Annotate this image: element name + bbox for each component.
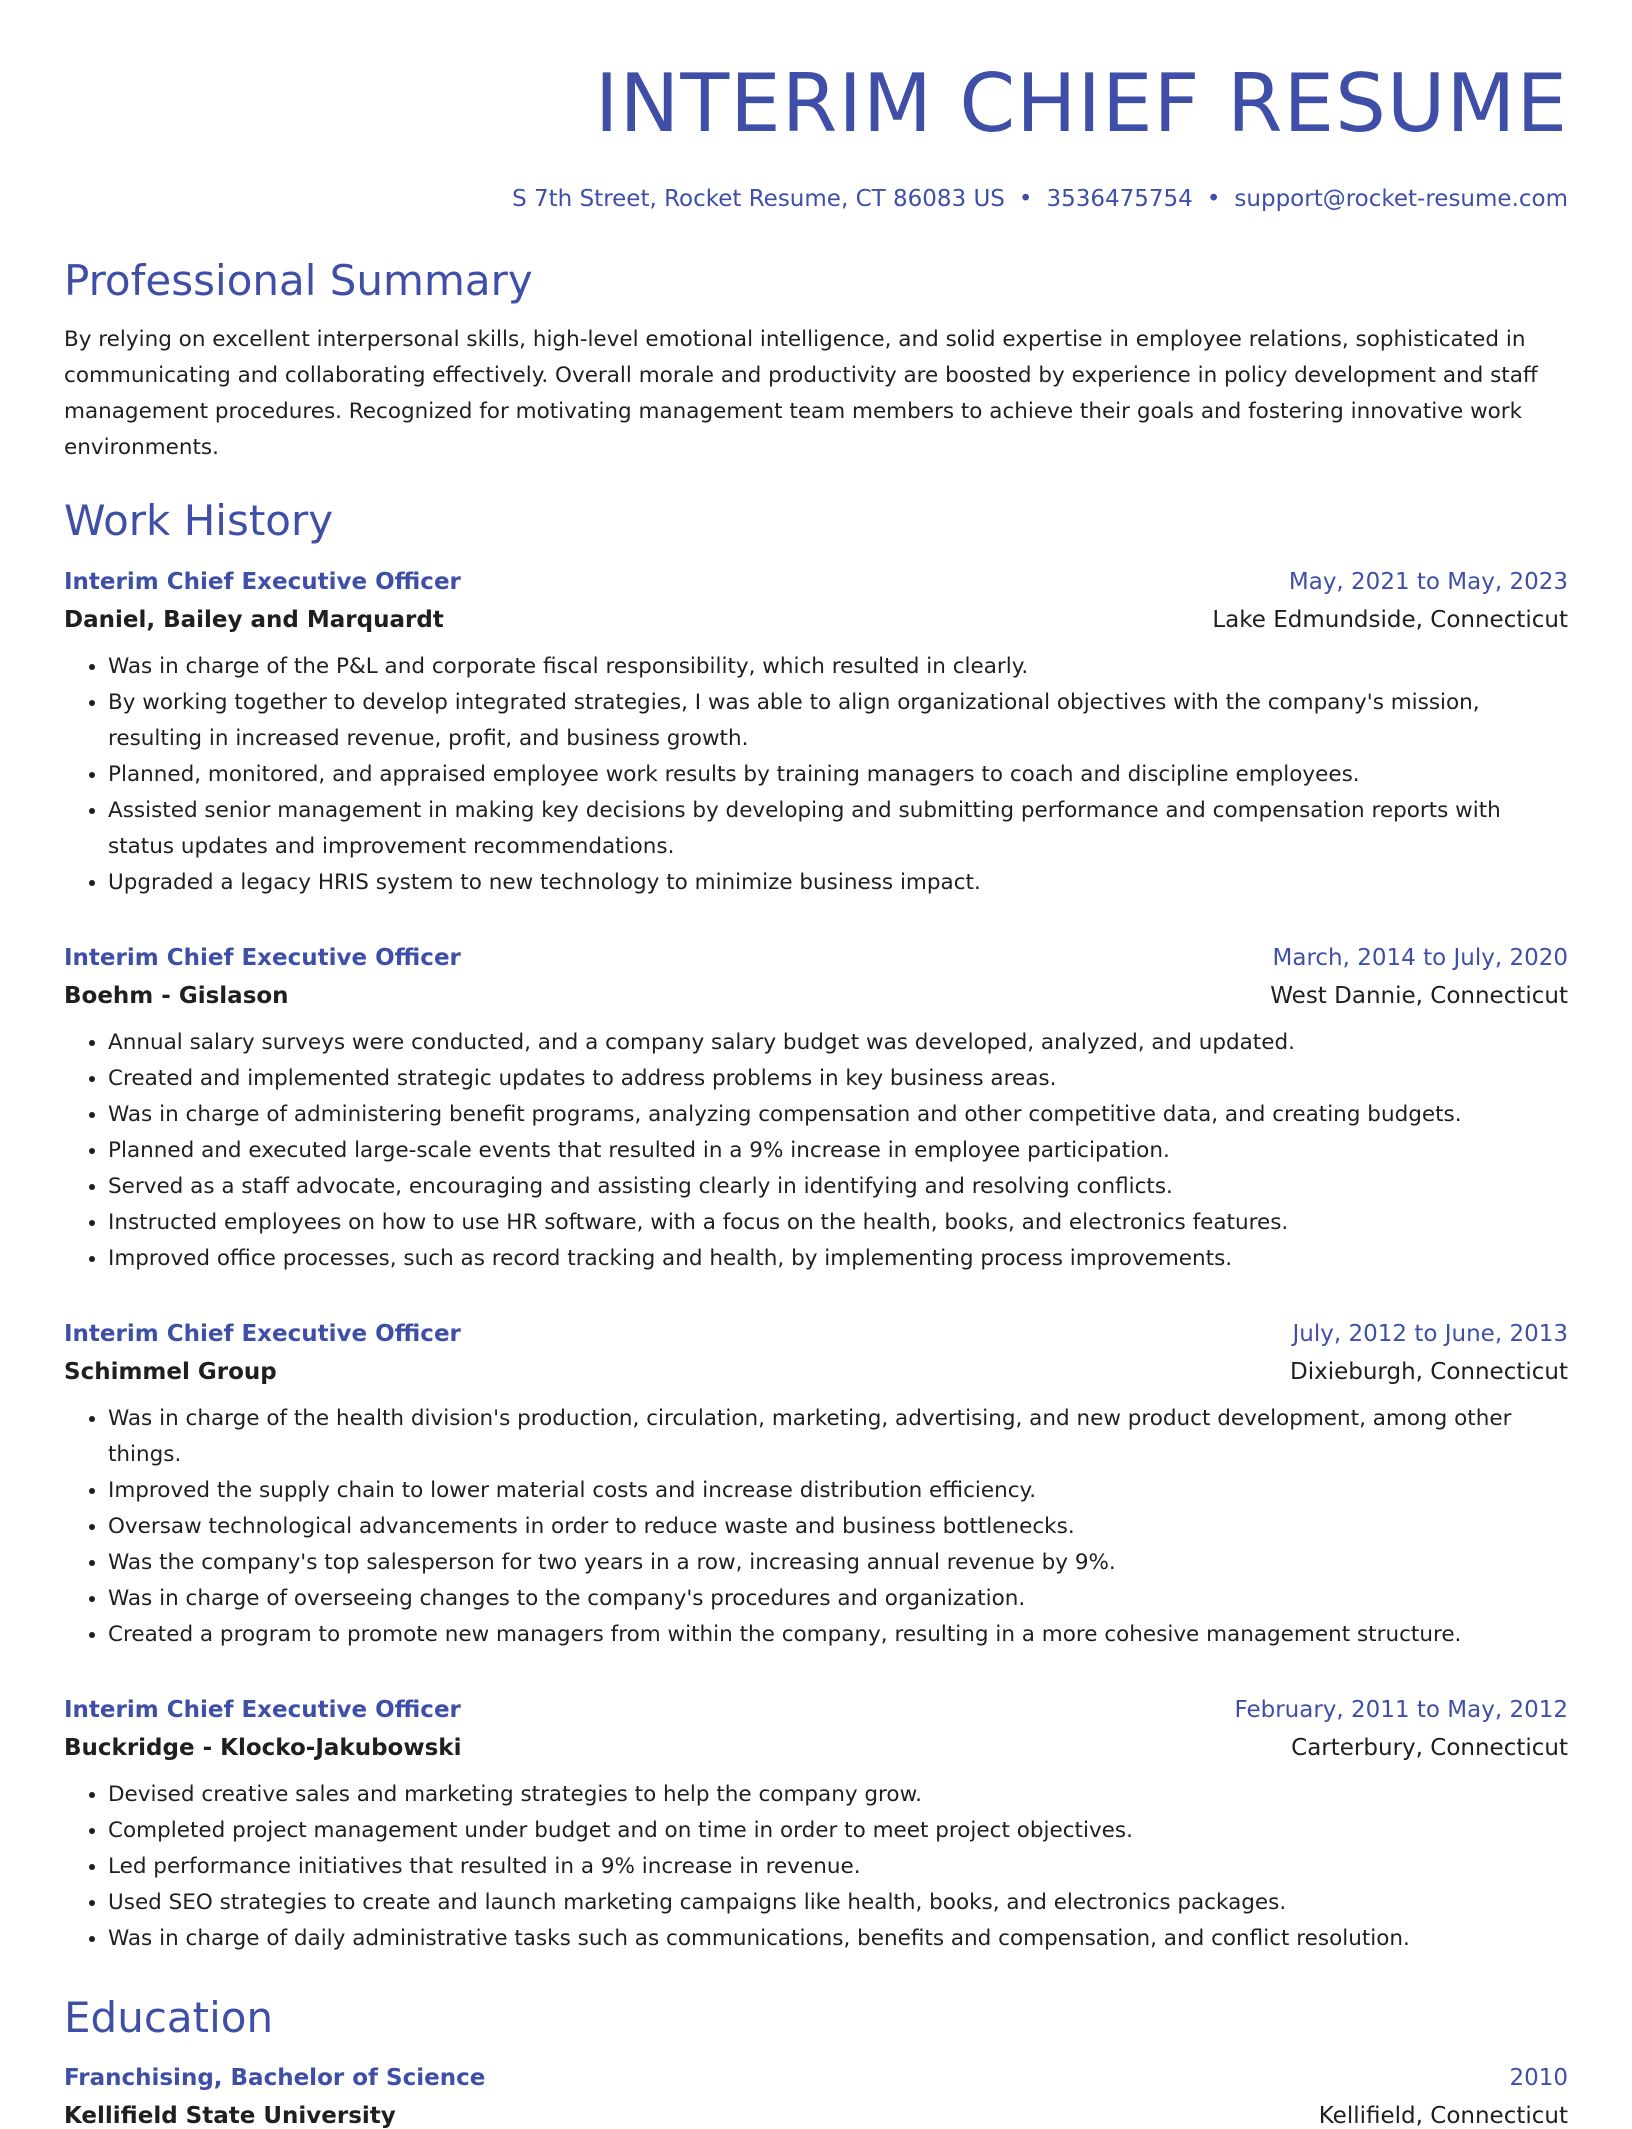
job-bullet: • Improved office processes, such as record tracking and health, by implementing process improvements.	[108, 1241, 1568, 1277]
degree-name: Franchising, Bachelor of Science	[64, 2065, 486, 2092]
company-name: Buckridge - Klocko-Jakubowski	[64, 1734, 462, 1761]
resume-title: INTERIM CHIEF RESUME	[594, 57, 1568, 150]
job-title: Interim Chief Executive Officer	[64, 568, 461, 595]
company-name: Boehm - Gislason	[64, 982, 289, 1009]
job-title: Interim Chief Executive Officer	[64, 1696, 461, 1723]
job-bullet: • Completed project management under budget and on time in order to meet project objectives.	[108, 1813, 1568, 1849]
job-bullet: • Was the company's top salesperson for two years in a row, increasing annual revenue by 9%.	[108, 1545, 1568, 1581]
summary-text: By relying on excellent interpersonal skills, high-level emotional intelligence, and solid expertise in employee relations, sophisticated in communicating and collaborating effectively. Overall morale and productivity are boosted by experience in policy development and staff management procedures. Recognized for motivating management team members to achieve their goals and fostering innovative work environments.	[64, 327, 1538, 461]
job-bullet: • Devised creative sales and marketing strategies to help the company grow.	[108, 1777, 1568, 1813]
education-entry	[64, 2065, 1568, 2129]
company-name: Daniel, Bailey and Marquardt	[64, 606, 444, 633]
contact-address: S 7th Street, Rocket Resume, CT 86083 US	[512, 186, 1005, 212]
job-bullet: • By working together to develop integrated strategies, I was able to align organizational objectives with the company's mission, resulting in increased revenue, profit, and business growth.	[108, 685, 1568, 757]
job-bullet: • Used SEO strategies to create and launch marketing campaigns like health, books, and electronics packages.	[108, 1885, 1568, 1921]
job-bullet: • Served as a staff advocate, encouraging and assisting clearly in identifying and resolving conflicts.	[108, 1169, 1568, 1205]
job-location: West Dannie, Connecticut	[1270, 982, 1568, 1009]
company-name: Schimmel Group	[64, 1358, 277, 1385]
job-bullet: • Instructed employees on how to use HR software, with a focus on the health, books, and electronics features.	[108, 1205, 1568, 1241]
job-bullet: • Led performance initiatives that resulted in a 9% increase in revenue.	[108, 1849, 1568, 1885]
work-history-heading: Work History	[64, 496, 334, 546]
job-location: Dixieburgh, Connecticut	[1289, 1358, 1568, 1385]
job-bullet: • Assisted senior management in making key decisions by developing and submitting performance and compensation reports with status updates and improvement recommendations.	[108, 793, 1568, 865]
job-bullet: • Upgraded a legacy HRIS system to new technology to minimize business impact.	[108, 865, 1568, 901]
job-bullet: • Was in charge of the P&L and corporate fiscal responsibility, which resulted in clearly.	[108, 649, 1568, 685]
contact-separator: •	[1206, 186, 1221, 212]
job-dates: February, 2011 to May, 2012	[1234, 1696, 1568, 1723]
job-bullet: • Was in charge of daily administrative tasks such as communications, benefits and compensation, and conflict resolution.	[108, 1921, 1568, 1957]
job-bullet: • Planned, monitored, and appraised employee work results by training managers to coach and discipline employees.	[108, 757, 1568, 793]
job-dates: May, 2021 to May, 2023	[1288, 568, 1568, 595]
school-name: Kellifield State University	[64, 2103, 396, 2129]
job-bullets	[64, 1401, 1568, 1653]
job-dates: July, 2012 to June, 2013	[1292, 1320, 1568, 1347]
job-location: Carterbury, Connecticut	[1291, 1734, 1568, 1761]
job-entry	[64, 1321, 1568, 1653]
school-location: Kellifield, Connecticut	[1318, 2103, 1568, 2129]
job-title: Interim Chief Executive Officer	[64, 1320, 461, 1347]
job-entry	[64, 945, 1568, 1277]
graduation-year: 2010	[1509, 2065, 1568, 2092]
job-bullets	[64, 1025, 1568, 1277]
job-title: Interim Chief Executive Officer	[64, 944, 461, 971]
job-bullets	[64, 649, 1568, 901]
contact-line	[64, 186, 1568, 212]
job-location: Lake Edmundside, Connecticut	[1212, 606, 1568, 633]
job-entry	[64, 1697, 1568, 1957]
job-bullet: • Was in charge of the health division's production, circulation, marketing, advertising, and new product development, among other things.	[108, 1401, 1568, 1473]
job-bullet: • Was in charge of overseeing changes to the company's procedures and organization.	[108, 1581, 1568, 1617]
job-bullets	[64, 1777, 1568, 1957]
job-bullet: • Oversaw technological advancements in order to reduce waste and business bottlenecks.	[108, 1509, 1568, 1545]
job-bullet: • Was in charge of administering benefit programs, analyzing compensation and other competitive data, and creating budgets.	[108, 1097, 1568, 1133]
job-entry	[64, 569, 1568, 901]
contact-phone: 3536475754	[1046, 186, 1193, 212]
job-bullet: • Annual salary surveys were conducted, and a company salary budget was developed, analyzed, and updated.	[108, 1025, 1568, 1061]
contact-separator: •	[1018, 186, 1033, 212]
job-bullet: • Improved the supply chain to lower material costs and increase distribution efficiency.	[108, 1473, 1568, 1509]
contact-email: support@rocket-resume.com	[1234, 186, 1568, 212]
resume-header	[64, 57, 1568, 212]
job-bullet: • Created and implemented strategic updates to address problems in key business areas.	[108, 1061, 1568, 1097]
job-dates: March, 2014 to July, 2020	[1272, 944, 1568, 971]
education-heading: Education	[64, 1992, 274, 2042]
job-bullet: • Created a program to promote new managers from within the company, resulting in a more cohesive management structure.	[108, 1617, 1568, 1653]
job-bullet: • Planned and executed large-scale events that resulted in a 9% increase in employee participation.	[108, 1133, 1568, 1169]
summary-heading: Professional Summary	[64, 256, 533, 305]
